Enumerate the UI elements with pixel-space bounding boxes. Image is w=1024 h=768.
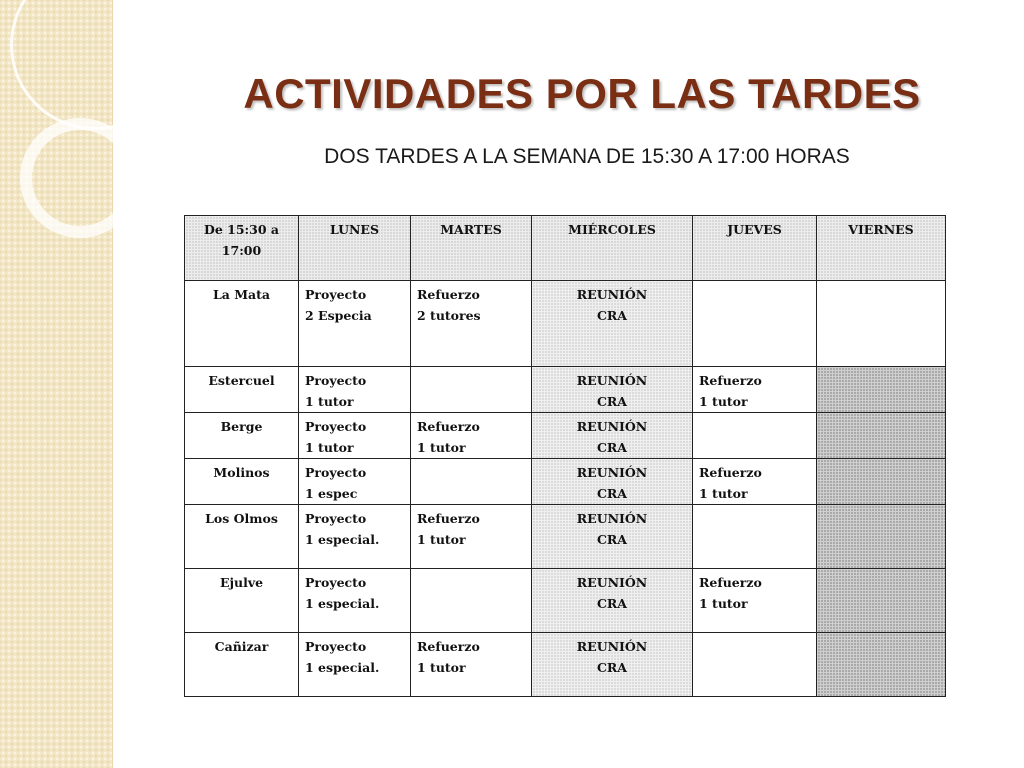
activity-label: Proyecto [305,465,367,480]
viernes-cell-shaded [817,367,946,413]
slide-title: ACTIVIDADES POR LAS TARDES [243,70,921,117]
header-row [185,216,946,281]
cra-label: CRA [596,486,628,501]
activity-label: Refuerzo [699,575,762,590]
header-day-jueves: JUEVES [693,216,817,281]
staff-label: 1 tutor [417,660,466,675]
reunion-label: REUNIÓN [576,287,648,302]
staff-label: 1 tutor [305,440,354,455]
header-time [185,216,299,281]
staff-label: 1 tutor [305,394,354,409]
activity-label: Proyecto [305,287,367,302]
decorative-side-panel [0,0,113,768]
reunion-label: REUNIÓN [576,419,648,434]
town-cell: Los Olmos [185,505,299,569]
activity-label: Proyecto [305,419,367,434]
staff-label: 1 especial. [305,660,380,675]
miercoles-cell [532,459,693,505]
table-row [185,413,946,459]
jueves-cell [693,569,817,633]
staff-label: 1 tutor [699,394,748,409]
header-day-martes: MARTES [411,216,532,281]
activity-label: Refuerzo [699,465,762,480]
martes-cell [411,413,532,459]
jueves-cell [693,633,817,697]
martes-cell [411,569,532,633]
reunion-label: REUNIÓN [576,373,648,388]
staff-label: 1 tutor [417,440,466,455]
activity-label: Proyecto [305,639,367,654]
table-row [185,569,946,633]
martes-cell [411,281,532,367]
town-cell: Berge [185,413,299,459]
activity-label: Refuerzo [417,639,480,654]
jueves-cell [693,459,817,505]
staff-label: 2 Especia [305,308,372,323]
town-cell: La Mata [185,281,299,367]
header-time-line1: De 15:30 a [204,222,279,237]
header-day-miercoles: MIÉRCOLES [532,216,693,281]
staff-label: 1 espec [305,486,358,501]
staff-label: 1 especial. [305,596,380,611]
lunes-cell [299,569,411,633]
header-day-lunes: LUNES [299,216,411,281]
activity-label: Proyecto [305,373,367,388]
header-day-viernes: VIERNES [817,216,946,281]
jueves-cell [693,505,817,569]
cra-label: CRA [596,596,628,611]
miercoles-cell [532,281,693,367]
staff-label: 2 tutores [417,308,481,323]
staff-label: 1 tutor [417,532,466,547]
cra-label: CRA [596,440,628,455]
activity-label: Proyecto [305,511,367,526]
lunes-cell [299,413,411,459]
town-cell: Molinos [185,459,299,505]
schedule-table [184,215,946,697]
martes-cell [411,459,532,505]
miercoles-cell [532,413,693,459]
activity-label: Refuerzo [417,419,480,434]
staff-label: 1 especial. [305,532,380,547]
staff-label: 1 tutor [699,596,748,611]
viernes-cell-shaded [817,459,946,505]
cra-label: CRA [596,394,628,409]
activity-label: Refuerzo [417,287,480,302]
lunes-cell [299,633,411,697]
cra-label: CRA [596,532,628,547]
jueves-cell [693,413,817,459]
lunes-cell [299,459,411,505]
slide-subtitle: DOS TARDES A LA SEMANA DE 15:30 A 17:00 HORAS [324,145,850,168]
viernes-cell-shaded [817,505,946,569]
town-cell: Estercuel [185,367,299,413]
staff-label: 1 tutor [699,486,748,501]
cra-label: CRA [596,660,628,675]
table-row [185,459,946,505]
table-row [185,281,946,367]
martes-cell [411,367,532,413]
martes-cell [411,505,532,569]
table-row [185,367,946,413]
reunion-label: REUNIÓN [576,465,648,480]
viernes-cell-shaded [817,413,946,459]
viernes-cell-shaded [817,633,946,697]
reunion-label: REUNIÓN [576,575,648,590]
reunion-label: REUNIÓN [576,639,648,654]
activity-label: Refuerzo [699,373,762,388]
miercoles-cell [532,505,693,569]
jueves-cell [693,367,817,413]
town-cell: Cañizar [185,633,299,697]
lunes-cell [299,505,411,569]
viernes-cell-shaded [817,569,946,633]
miercoles-cell [532,367,693,413]
jueves-cell [693,281,817,367]
lunes-cell [299,281,411,367]
table-row [185,505,946,569]
martes-cell [411,633,532,697]
lunes-cell [299,367,411,413]
activity-label: Refuerzo [417,511,480,526]
town-cell: Ejulve [185,569,299,633]
table-row [185,633,946,697]
activity-label: Proyecto [305,575,367,590]
miercoles-cell [532,633,693,697]
reunion-label: REUNIÓN [576,511,648,526]
miercoles-cell [532,569,693,633]
header-time-line2: 17:00 [221,243,262,258]
cra-label: CRA [596,308,628,323]
viernes-cell [817,281,946,367]
